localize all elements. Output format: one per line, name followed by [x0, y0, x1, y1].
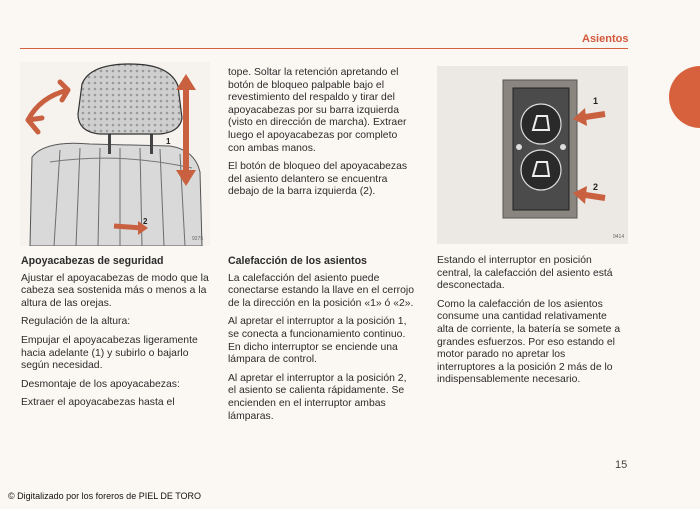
heating-switch-illustration	[437, 66, 628, 244]
paragraph: Extraer el apoyacabezas hasta el	[21, 397, 175, 409]
section-heading-headrest: Apoyacabezas de seguridad	[21, 255, 164, 267]
column-2-top	[228, 67, 416, 205]
paragraph: Al apretar el interruptor a la posición 2, el asiento se calienta rápidamente. Se encienden en el interruptor ambas lámparas.	[228, 372, 407, 422]
paragraph: Desmontaje de los apoyacabezas:	[21, 378, 180, 390]
section-title: Asientos	[582, 33, 629, 45]
column-3	[437, 255, 625, 393]
paragraph: Empujar el apoyacabezas ligeramente hacia adelante (1) y subirlo o bajarlo según necesidad.	[21, 334, 198, 372]
column-2-bottom	[228, 255, 416, 429]
paragraph: Regulación de la altura:	[21, 316, 131, 328]
paragraph: La calefacción del asiento puede conectarse estando la llave en el cerrojo de la dirección en la posición «1» ó «2».	[228, 272, 414, 309]
figure-id: 9275	[192, 236, 204, 242]
headrest-illustration	[20, 62, 210, 246]
callout-1: 1	[166, 137, 171, 146]
header-rule	[20, 48, 628, 49]
callout-2: 2	[593, 182, 599, 192]
paragraph: tope. Soltar la retención apretando el botón de bloqueo palpable bajo el revestimiento del respaldo y tirar del apoyacabezas por su barra izquierda (visto en dirección de marcha). Extraer luego el apoyacabezas por completo con ambas manos.	[228, 67, 407, 154]
callout-1: 1	[593, 96, 599, 106]
scan-credit: © Digitalizado por los foreros de PIEL DE TORO	[8, 491, 202, 501]
paragraph: Ajustar el apoyacabezas de modo que la cabeza sea sostenida más o menos a la altura de las orejas.	[21, 272, 209, 309]
switch-drawing	[437, 66, 628, 244]
paragraph: Estando el interruptor en posición central, la calefacción del asiento está desconectada.	[437, 255, 613, 292]
section-heading-seat-heating: Calefacción de los asientos	[228, 255, 367, 267]
paragraph: Al apretar el interruptor a la posición 1, se conecta a funcionamiento continuo. En dicho interruptor se enciende una lámpara de control.	[228, 316, 407, 366]
paragraph: El botón de bloqueo del apoyacabezas del asiento delantero se encuentra debajo de la barra izquierda (2).	[228, 161, 408, 198]
paragraph: Como la calefacción de los asientos consume una cantidad relativamente alta de corriente, la batería se somete a grandes esfuerzos. Por eso estando el motor parado no apretar los interruptores a la posición 2 más de lo indispensablemente necesario.	[437, 298, 621, 386]
headrest-drawing	[20, 62, 210, 246]
section-tab-marker	[669, 66, 700, 128]
column-1	[21, 255, 209, 416]
figure-id: 9414	[613, 234, 625, 240]
callout-2: 2	[143, 217, 148, 226]
page-number: 15	[615, 459, 628, 471]
